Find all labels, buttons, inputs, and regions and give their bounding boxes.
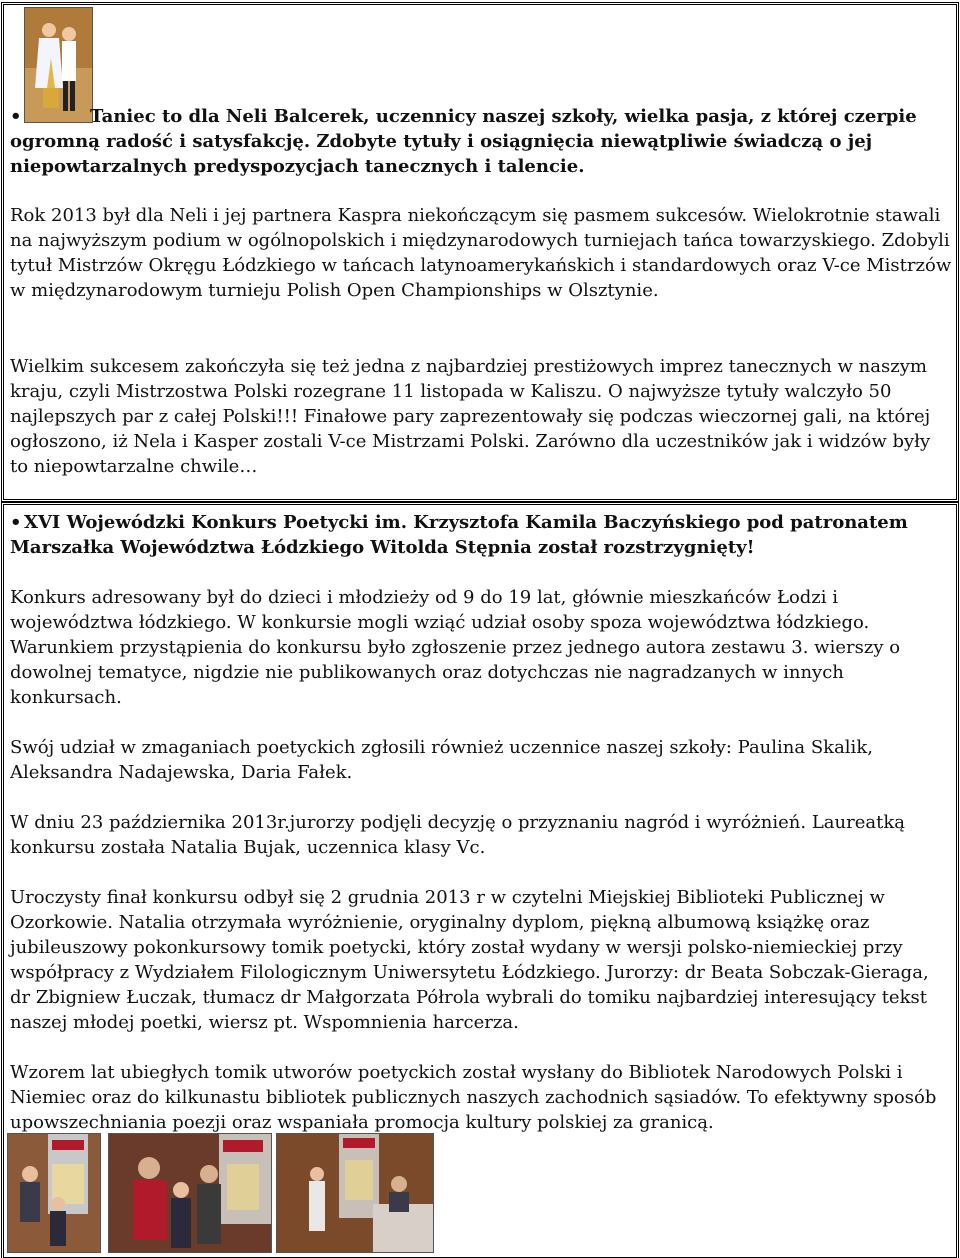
ceremony-photo-1[interactable]	[7, 1133, 101, 1253]
dance-lead-text: Taniec to dla Neli Balcerek, uczennicy naszej szkoły, wielka pasja, z której czerpie ogromną radość i satysfakcję. Zdobyte tytuły i osiągnięcia niewątpliwie świadczą o jej niepowtarzalnych predyspozycjach tanecznych i talencie.	[10, 106, 917, 177]
ceremony-photo-3-image	[277, 1134, 433, 1252]
ceremony-photo-3[interactable]	[276, 1133, 434, 1253]
bullet: •	[10, 106, 22, 127]
poetry-lead-text: XVI Wojewódzki Konkurs Poetycki im. Krzysztofa Kamila Baczyńskiego pod patronatem Marszałka Województwa Łódzkiego Witolda Stępnia został rozstrzygnięty!	[10, 512, 908, 558]
dance-article-box	[3, 4, 957, 500]
ceremony-photo-2-image	[109, 1134, 271, 1252]
poetry-paragraph-2: Swój udział w zmaganiach poetyckich zgłosili również uczennice naszej szkoły: Paulina Skalik, Aleksandra Nadajewska, Daria Fałek.	[10, 737, 873, 783]
poetry-paragraph-5: Wzorem lat ubiegłych tomik utworów poetyckich został wysłany do Bibliotek Narodowych Polski i Niemiec oraz do kilkunastu bibliotek publicznych naszych zachodnich sąsiadów. To efektywny sposób upowszechniania poezji oraz wspaniała promocja kultury polskiej za granicą.	[10, 1062, 937, 1133]
poetry-article-box	[3, 504, 957, 1258]
dance-paragraph-2: Wielkim sukcesem zakończyła się też jedna z najbardziej prestiżowych imprez tanecznych w naszym kraju, czyli Mistrzostwa Polski rozegrane 11 listopada w Kaliszu. O najwyższe tytuły walczyło 50 najlepszych par z całej Polski!!! Finałowe pary zaprezentowały się podczas wieczornej gali, na której ogłoszono, iż Nela i Kasper zostali V-ce Mistrzami Polski. Zarówno dla uczestników jak i widzów były to niepowtarzalne chwile…	[10, 356, 931, 477]
poetry-paragraph-3: W dniu 23 października 2013r.jurorzy podjęli decyzję o przyznaniu nagród i wyróżnień. Laureatką konkursu została Natalia Bujak, uczennica klasy Vc.	[10, 812, 905, 858]
dance-lead-paragraph	[10, 104, 952, 179]
poetry-lead-paragraph	[10, 510, 952, 560]
ceremony-photo-2[interactable]	[108, 1133, 272, 1253]
bullet: •	[10, 512, 22, 533]
poetry-paragraph-1: Konkurs adresowany był do dzieci i młodzieży od 9 do 19 lat, głównie mieszkańców Łodzi i województwa łódzkiego. W konkursie mogli wziąć udział osoby spoza województwa łódzkiego. Warunkiem przystąpienia do konkursu było zgłoszenie przez jednego autora zestawu 3. wierszy o dowolnej tematyce, nigdzie nie publikowanych oraz dotychczas nie nagradzanych w innych konkursach.	[10, 587, 901, 708]
ceremony-photo-1-image	[8, 1134, 100, 1252]
poetry-paragraph-4: Uroczysty finał konkursu odbył się 2 grudnia 2013 r w czytelni Miejskiej Biblioteki Publicznej w Ozorkowie. Natalia otrzymała wyróżnienie, oryginalny dyplom, piękną albumową książkę oraz jubileuszowy pokonkursowy tomik poetycki, który został wydany w wersji polsko-niemieckiej przy współpracy z Wydziałem Filologicznym Uniwersytetu Łódzkiego. Jurorzy: dr Beata Sobczak-Gieraga, dr Zbigniew Łuczak, tłumacz dr Małgorzata Półrola wybrali do tomiku najbardziej interesujący tekst naszej młodej poetki, wiersz pt. Wspomnienia harcerza.	[10, 887, 929, 1033]
dance-paragraph-1: Rok 2013 był dla Neli i jej partnera Kaspra niekończącym się pasmem sukcesów. Wielokrotnie stawali na najwyższym podium w ogólnopolskich i międzynarodowych turniejach tańca towarzyskiego. Zdobyli tytuł Mistrzów Okręgu Łódzkiego w tańcach latynoamerykańskich i standardowych oraz V-ce Mistrzów w międzynarodowym turnieju Polish Open Championships w Olsztynie.	[10, 205, 952, 301]
